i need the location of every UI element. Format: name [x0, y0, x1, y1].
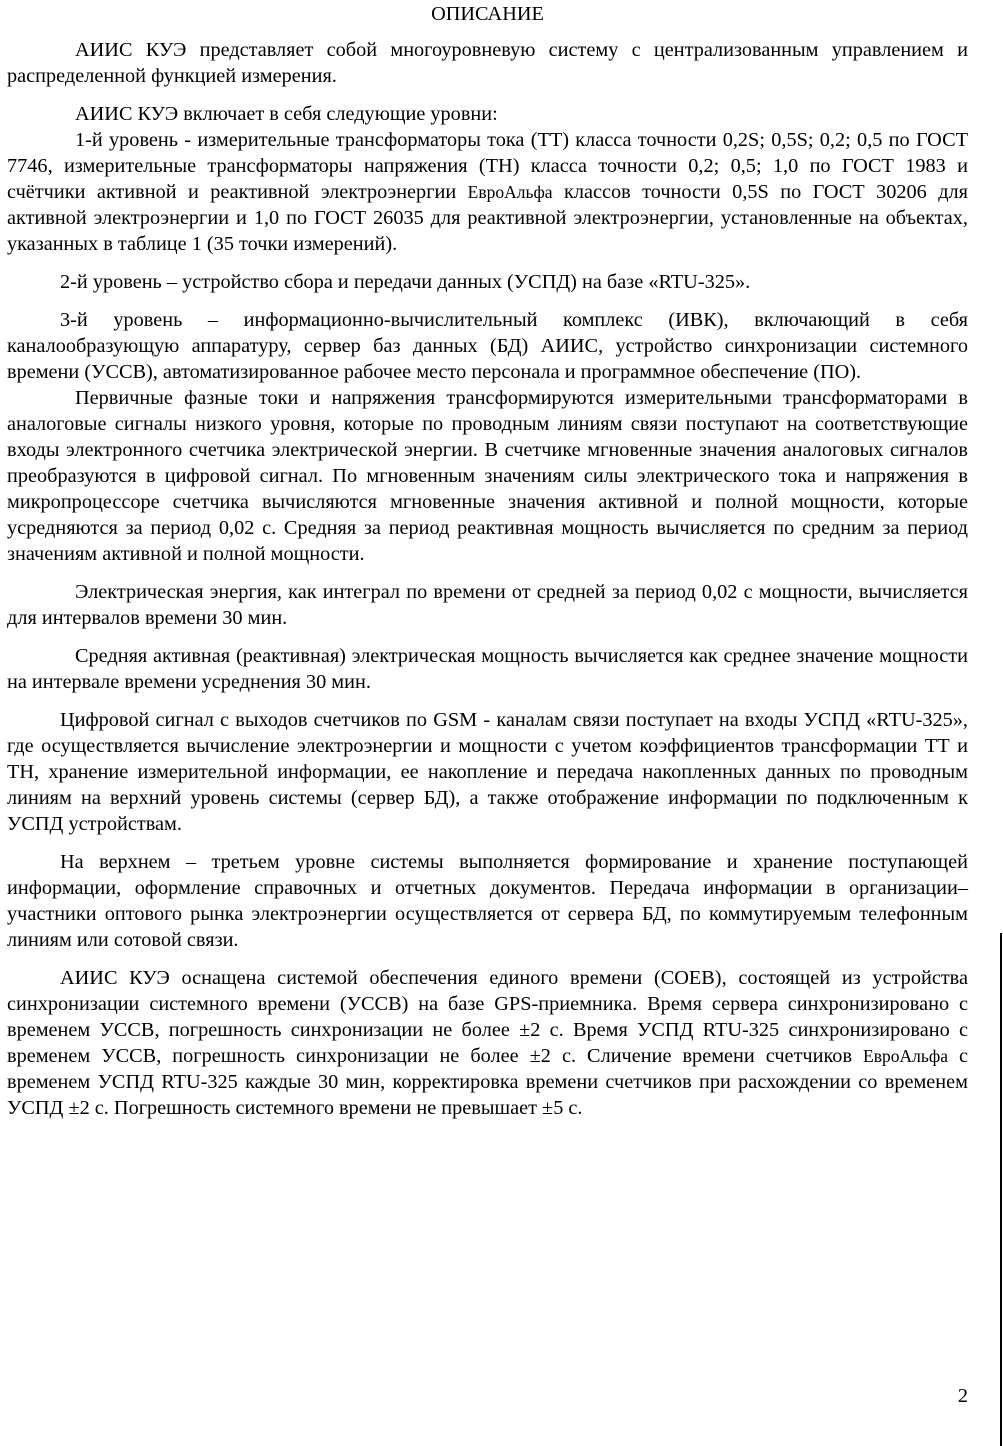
document-page [7, 0, 968, 1121]
time-sync-text-a: АИИС КУЭ оснащена системой обеспечения единого времени (СОЕВ), состоящей из устройства синхронизации системного времени (УССВ) на базе GPS-приемника. Время сервера синхронизировано с временем УССВ, погрешность синхронизации не более ±2 с. Время УСПД RTU-325 синхронизировано с временем УССВ, погрешность синхронизации не более ±2 с. Сличение времени счетчиков [7, 967, 968, 1067]
scan-edge-rule [1000, 933, 1002, 1446]
paragraph-level-2: 2-й уровень – устройство сбора и передачи данных (УСПД) на базе «RTU-325». [60, 271, 751, 293]
paragraph-average-power: Средняя активная (реактивная) электрическая мощность вычисляется как среднее значение мощности на интервале времени усреднения 30 мин. [7, 645, 968, 693]
level-1-text-a: 1-й уровень - измерительные трансформаторы тока (ТТ) класса точности 0,2S; 0,5S; 0,2; 0,5 по ГОСТ 7746, измерительные трансформаторы напряжения (ТН) класса точности 0,2; 0,5; 1,0 по ГОСТ 1983 и счётчики активной и реактивной электроэнергии [7, 129, 968, 203]
page-title: ОПИСАНИЕ [431, 3, 544, 25]
paragraph-intro: АИИС КУЭ представляет собой многоуровневую систему с централизованным управлением и распределенной функцией измерения. [7, 39, 968, 87]
paragraph-time-sync [7, 965, 968, 1121]
brand-euroalpha: ЕвроАльфа [863, 1046, 948, 1066]
paragraph-level-3: 3-й уровень – информационно-вычислительный комплекс (ИВК), включающий в себя каналообразующую аппаратуру, сервер баз данных (БД) АИИС, устройство синхронизации системного времени (УССВ), автоматизированное рабочее место персонала и программное обеспечение (ПО). [7, 309, 968, 383]
paragraph-digital-signal: Цифровой сигнал с выходов счетчиков по GSM - каналам связи поступает на входы УСПД «RTU-325», где осуществляется вычисление электроэнергии и мощности с учетом коэффициентов трансформации ТТ и ТН, хранение измерительной информации, ее накопление и передача накопленных данных по проводным линиям на верхний уровень системы (сервер БД), а также отображение информации по подключенным к УСПД устройствам. [7, 709, 968, 835]
brand-euroalpha: ЕвроАльфа [467, 182, 553, 202]
paragraph-levels-heading: АИИС КУЭ включает в себя следующие уровни: [75, 103, 498, 125]
paragraph-level-1 [7, 127, 968, 257]
paragraph-upper-level: На верхнем – третьем уровне системы выполняется формирование и хранение поступающей информации, оформление справочных и отчетных документов. Передача информации в организации–участники оптового рынка электроэнергии осуществляется от сервера БД, по коммутируемым телефонным линиям или сотовой связи. [7, 851, 968, 951]
paragraph-primary-currents: Первичные фазные токи и напряжения трансформируются измерительными трансформаторами в аналоговые сигналы низкого уровня, которые по проводным линиям связи поступают на соответствующие входы электронного счетчика электрической энергии. В счетчике мгновенные значения аналоговых сигналов преобразуются в цифровой сигнал. По мгновенным значениям силы электрического тока и напряжения в микропроцессоре счетчика вычисляются мгновенные значения активной и полной мощности, которые усредняются за период 0,02 с. Средняя за период реактивная мощность вычисляется по средним за период значениям активной и полной мощности. [7, 387, 968, 565]
paragraph-electric-energy: Электрическая энергия, как интеграл по времени от средней за период 0,02 с мощности, вычисляется для интервалов времени 30 мин. [7, 581, 968, 629]
time-sync-text-b: с временем УСПД RTU-325 каждые 30 мин, корректировка времени счетчиков при расхождении со временем УСПД ±2 с. Погрешность системного времени не превышает ±5 с. [7, 1045, 968, 1119]
page-number: 2 [957, 1385, 968, 1407]
level-1-text-b: классов точности 0,5S по ГОСТ 30206 для активной электроэнергии и 1,0 по ГОСТ 26035 для реактивной электроэнергии, установленные на объектах, указанных в таблице 1 (35 точки измерений). [7, 181, 968, 255]
